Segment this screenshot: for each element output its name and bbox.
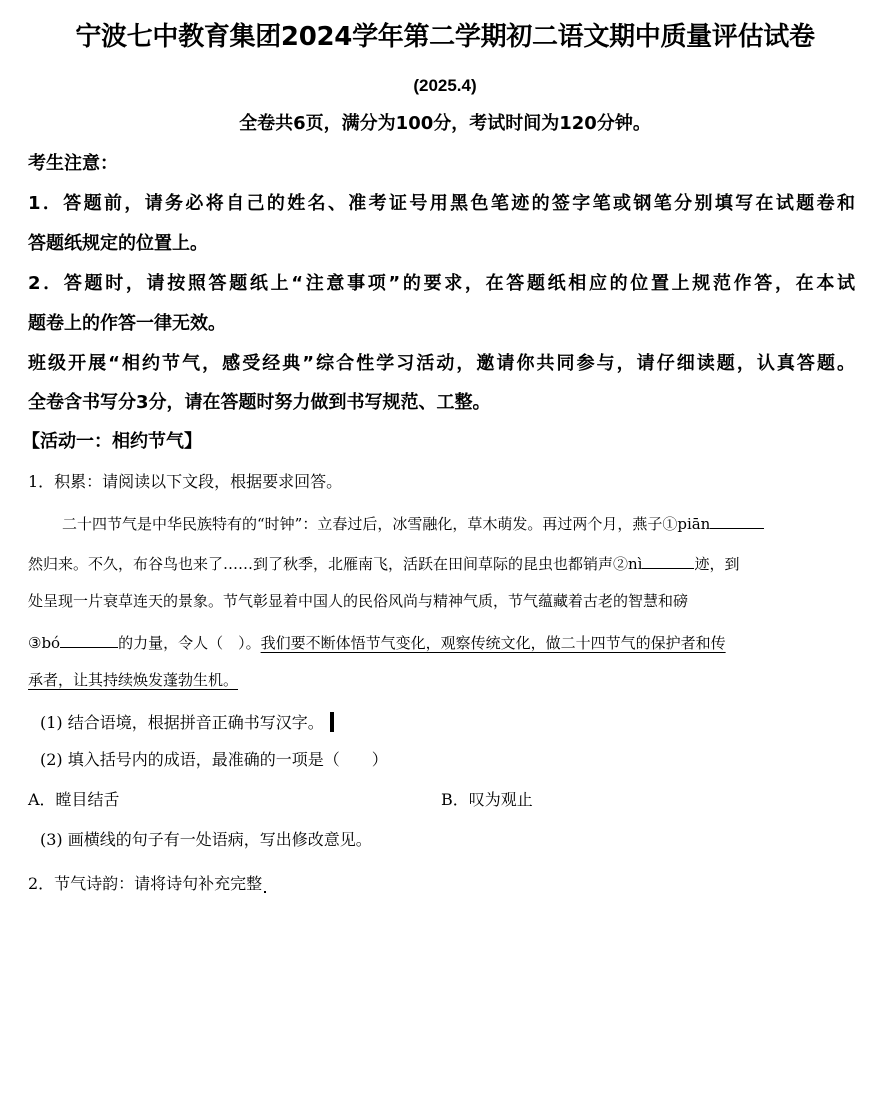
q1-sub3: (3) 画横线的句子有一处语病，写出修改意见。 (40, 830, 372, 849)
notice-item2-line1: 2．答题时，请按照答题纸上“注意事项”的要求，在答题纸相应的位置上规范作答，在本试 (28, 273, 855, 294)
intro-line2: 全卷含书写分3分，请在答题时努力做到书写规范、工整。 (28, 392, 491, 413)
underlined-sentence-part2: 承者，让其持续焕发蓬勃生机。 (28, 671, 239, 689)
option-b[interactable]: B．叹为观止 (441, 790, 533, 809)
notice-item1-line1: 1．答题前，请务必将自己的姓名、准考证号用黑色笔迹的签字笔或钢笔分别填写在试题卷和 (28, 193, 855, 214)
passage-line1 (62, 514, 764, 532)
exam-date: (2025.4) (413, 76, 477, 95)
underlined-sentence-part1: 我们要不断体悟节气变化，观察传统文化，做二十四节气的保护者和传 (260, 634, 726, 652)
notice-heading: 考生注意： (28, 153, 118, 174)
exam-summary: 全卷共6页，满分为100分，考试时间为120分钟。 (239, 113, 651, 134)
option-a[interactable]: A．瞠目结舌 (28, 790, 120, 809)
notice-item2-line2: 题卷上的作答一律无效。 (28, 313, 226, 334)
passage-line1-text: 二十四节气是中华民族特有的“时钟”：立春过后，冰雪融化，草木萌发。再过两个月，燕子①piān (62, 515, 711, 533)
passage-line4-text: 的力量，令人（ ）。 (118, 634, 261, 652)
passage-line4-pinyin: ③bó (28, 634, 61, 652)
q1-sub1 (40, 712, 334, 732)
exam-title: 宁波七中教育集团2024学年第二学期初二语文期中质量评估试卷 (75, 22, 815, 52)
q1-label: 1．积累：请阅读以下文段，根据要求回答。 (28, 472, 343, 491)
passage-line4 (28, 633, 726, 651)
text-cursor-icon (330, 712, 334, 732)
period-dot-icon (264, 891, 266, 893)
passage-line5 (28, 673, 238, 688)
notice-item1-line2: 答题纸规定的位置上。 (28, 233, 208, 254)
q1-sub1-text: (1) 结合语境，根据拼音正确书写汉字。 (40, 713, 324, 732)
passage-line2-tail: 迹，到 (694, 555, 740, 573)
blank-1[interactable] (710, 514, 764, 529)
q2-label (28, 876, 266, 893)
passage-line2 (28, 554, 739, 572)
q1-sub2: (2) 填入括号内的成语，最准确的一项是（ ） (40, 750, 388, 769)
blank-3[interactable] (60, 633, 118, 648)
section1-heading: 【活动一：相约节气】 (22, 431, 202, 452)
blank-2[interactable] (642, 554, 694, 569)
passage-line2-text: 然归来。不久，布谷鸟也来了……到了秋季，北雁南飞，活跃在田间草际的昆虫也都销声②nì (28, 555, 643, 573)
q2-label-text: 2．节气诗韵：请将诗句补充完整 (28, 874, 263, 893)
intro-line1: 班级开展“相约节气，感受经典”综合性学习活动，邀请你共同参与，请仔细读题，认真答题。 (28, 353, 855, 374)
passage-line3: 处呈现一片衰草连天的景象。节气彰显着中国人的民俗风尚与精神气质，节气蕴藏着古老的智慧和磅 (28, 592, 689, 610)
